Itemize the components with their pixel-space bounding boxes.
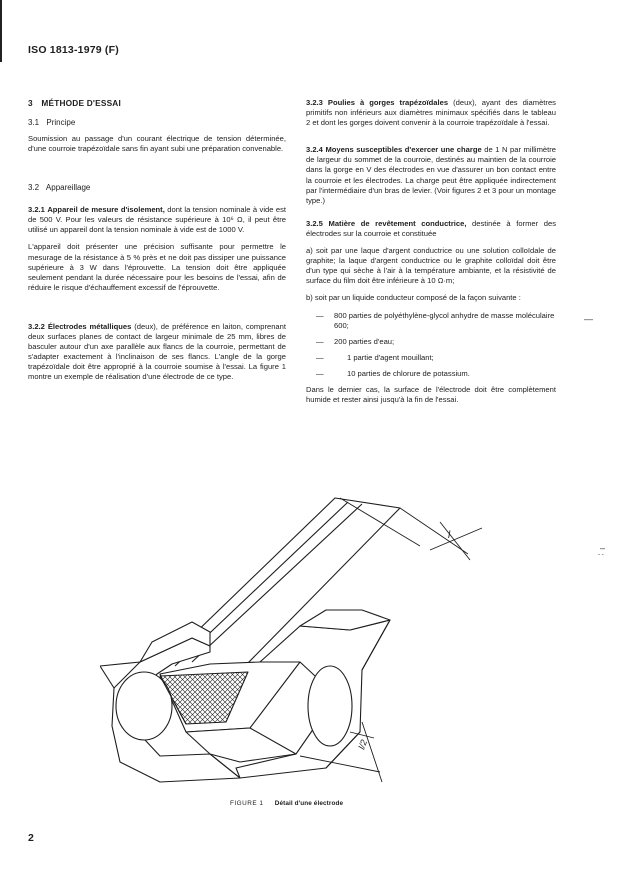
- section-3-heading: [28, 98, 286, 108]
- lead-text: Électrodes métalliques: [47, 321, 132, 331]
- dash-item: — 1 partie d'agent mouillant;: [306, 353, 556, 363]
- body-text: de 1 N par millimètre de largeur du sommet de la courroie, destinés au maintien de la courroie dans la gorge en V des électrodes en vue d'assurer un bon contact entre la courroie et les électrodes. La charge peut être appliquée indirectement par l'intermédiaire d'un bras de levier. (Voir figures 2 et 3 pour un montage type.): [306, 145, 556, 205]
- list-item-b: b) soit par un liquide conducteur composé de la façon suivante :: [306, 293, 521, 303]
- section-3-2-heading: [28, 183, 286, 192]
- margin-mark: –: [600, 543, 606, 553]
- figure-caption: [230, 800, 343, 807]
- dash-item-text: 200 parties d'eau;: [334, 336, 395, 346]
- section-number: 3.2: [28, 183, 40, 193]
- dash-item-text: 10 parties de chlorure de potassium.: [347, 368, 470, 378]
- section-number: 3.1: [28, 118, 40, 127]
- label-l-half: l/2: [356, 738, 370, 751]
- section-title: Appareillage: [45, 183, 91, 193]
- lead-text: Matière de revêtement conductrice,: [328, 218, 467, 228]
- section-3-2-1-body-2: L'appareil doit présenter une précision suffisante pour permettre le mesurage de la résistance à 5 % près et ne doit pas dissiper une puissance supérieure à 3 W dans l'éprouvette. La tension doit être appliquée seulement pendant la durée nécessaire pour les besoins de l'essai, afin de réduire le risque d'échauffement excessif de l'éprouvette.: [28, 242, 286, 292]
- figure-number: FIGURE 1: [230, 800, 264, 807]
- section-number: 3.2.3: [306, 98, 323, 107]
- left-column: [28, 98, 286, 390]
- section-number: 3.2.5: [306, 218, 323, 228]
- lead-text: Moyens susceptibles d'exercer une charge: [325, 145, 482, 155]
- section-number: 3.2.2: [28, 321, 45, 331]
- section-3-2-5-body: [306, 219, 556, 239]
- lead-text: Appareil de mesure d'isolement,: [47, 205, 165, 215]
- body-text: dont la tension nominale à vide est de 500 V. Pour les valeurs de résistance supérieure à 10⁶ Ω, il peut être utilisé un appareil dont la tension nominale à vide est de 1000 V.: [28, 205, 287, 235]
- section-number: 3.2.4: [306, 145, 323, 155]
- body-text: (deux), ayant des diamètres primitifs non inférieurs aux diamètres minimaux spécifiés dans le tableau 2 et dont les gorges doivent convenir à la courroie trapézoïdale à l'essai.: [306, 98, 556, 128]
- label-l: l: [448, 530, 451, 541]
- section-3-2-2-body: [28, 322, 286, 383]
- dash-item: — 200 parties d'eau;: [306, 337, 556, 347]
- lead-text: Poulies à gorges trapézoïdales: [327, 98, 449, 107]
- section-title: MÉTHODE D'ESSAI: [41, 98, 121, 108]
- section-3-2-4-body: [306, 145, 556, 206]
- section-number: 3.2.1: [28, 205, 45, 215]
- dash-item-text: 800 parties de polyéthylène-glycol anhydre de masse moléculaire 600;: [334, 310, 555, 330]
- section-number: 3: [28, 98, 33, 108]
- document-header: ISO 1813-1979 (F): [28, 44, 119, 56]
- figure-title: Détail d'une électrode: [274, 800, 344, 807]
- dash-item-text: 1 partie d'agent mouillant;: [347, 352, 434, 362]
- electrode-figure: [100, 492, 490, 792]
- section-3-2-3-body: [306, 98, 556, 128]
- margin-rule: [0, 0, 2, 62]
- dash-item: — 800 parties de polyéthylène-glycol anhydre de masse moléculaire 600;: [316, 310, 555, 330]
- page-number: 2: [28, 832, 34, 844]
- right-pivot-disk: [308, 666, 352, 746]
- section-title: Principe: [46, 118, 76, 127]
- section-3-1-body: Soumission au passage d'un courant électrique de tension déterminée, d'une courroie trapézoïdale sans fin ayant subi une préparation convenable.: [28, 134, 286, 154]
- margin-mark: —: [584, 314, 593, 324]
- right-column: [306, 98, 556, 412]
- margin-mark: - -: [598, 552, 604, 558]
- section-3-2-1-body: [28, 205, 286, 235]
- section-3-1-heading: [28, 118, 286, 127]
- dash-item: — 10 parties de chlorure de potassium.: [306, 369, 556, 379]
- body-text: (deux), de préférence en laiton, comprenant deux surfaces planes de contact de largeur minimale de 25 mm, libres de basculer autour d'un axe parallèle aux flancs de la courroie, permettant de s'adapter exactement à l'inclinaison de ses flancs. L'angle de la gorge trapézoïdale doit être approprié à la courroie soumise à l'essai. La figure 1 montre un exemple de réalisation d'une électrode de ce type.: [28, 321, 286, 382]
- section-3-2-5-closing: Dans le dernier cas, la surface de l'électrode doit être complètement humide et rester ainsi jusqu'à la fin de l'essai.: [306, 384, 556, 405]
- list-item-a: a) soit par une laque d'argent conductrice ou une solution colloïdale de graphite; la laque d'argent conductrice ou le graphite colloïdal doit être d'un type qui sèche à l'air à la température ambiante, et la résistivité de surface du film doit être inférieure à 10 Ω·m;: [306, 246, 556, 286]
- body-text: destinée à former des électrodes sur la courroie et constituée: [306, 218, 556, 238]
